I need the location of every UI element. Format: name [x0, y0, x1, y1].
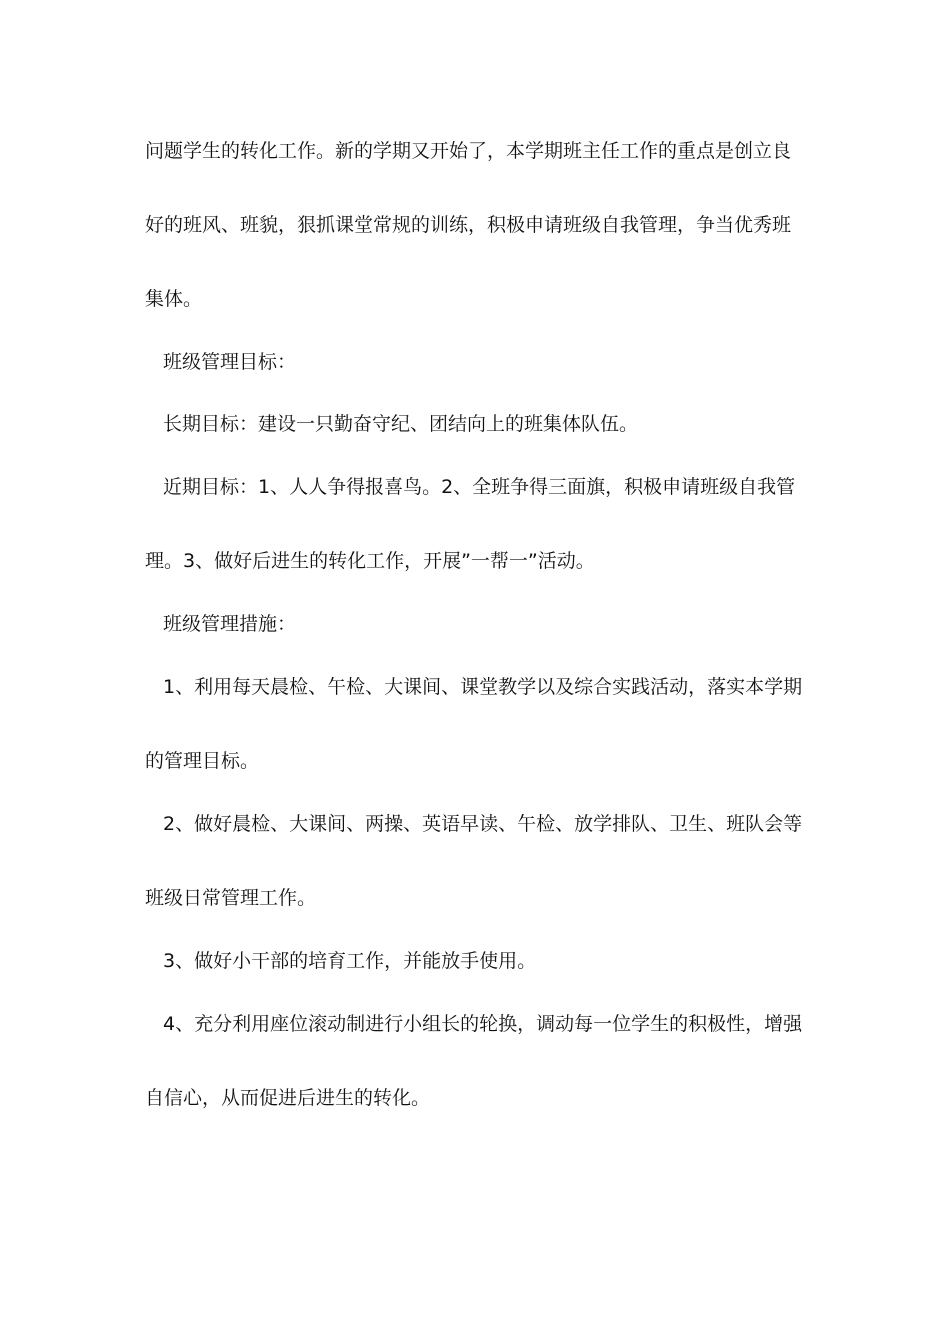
text-line: 的管理目标。 — [145, 750, 260, 772]
text-line: 自信心，从而促进后进生的转化。 — [145, 1087, 431, 1109]
text-line: 班级日常管理工作。 — [145, 887, 317, 909]
text-line: 问题学生的转化工作。新的学期又开始了，本学期班主任工作的重点是创立良 — [145, 140, 792, 162]
text-line: 1、利用每天晨检、午检、大课间、课堂教学以及综合实践活动，落实本学期 — [163, 676, 803, 698]
text-line: 长期目标：建设一只勤奋守纪、团结向上的班集体队伍。 — [163, 413, 639, 435]
text-line: 好的班风、班貌，狠抓课堂常规的训练，积极申请班级自我管理，争当优秀班 — [145, 214, 792, 236]
text-line: 近期目标：1、人人争得报喜鸟。2、全班争得三面旗，积极申请班级自我管 — [163, 476, 796, 498]
text-line: 理。3、做好后进生的转化工作，开展”一帮一”活动。 — [145, 550, 595, 572]
text-line: 3、做好小干部的培育工作，并能放手使用。 — [163, 950, 537, 972]
text-line: 集体。 — [145, 288, 203, 310]
text-line: 4、充分利用座位滚动制进行小组长的轮换，调动每一位学生的积极性，增强 — [163, 1013, 803, 1035]
text-line: 2、做好晨检、大课间、两操、英语早读、午检、放学排队、卫生、班队会等 — [163, 813, 803, 835]
section-heading: 班级管理措施： — [163, 613, 297, 635]
section-heading: 班级管理目标： — [163, 351, 297, 373]
